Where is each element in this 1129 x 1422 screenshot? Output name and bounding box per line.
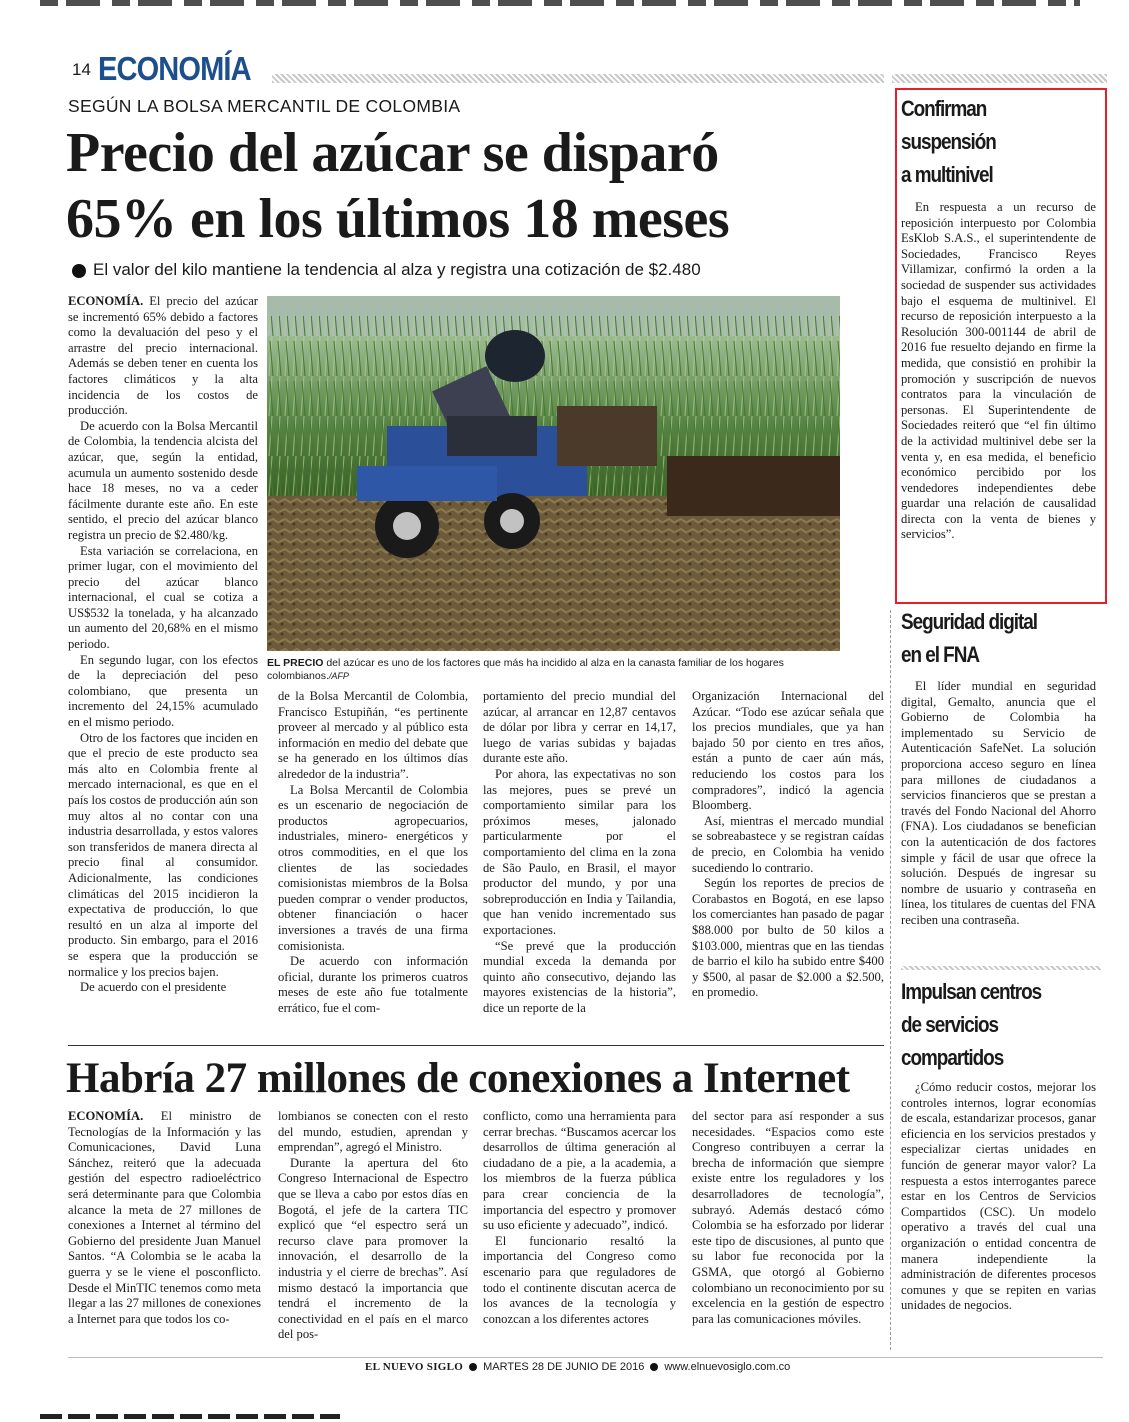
scan-artifact-top — [40, 0, 1080, 6]
brief-title-line: a multinivel — [901, 162, 993, 187]
paragraph: del sector para así responder a sus necesidades. “Espacios como este Congreso contribuyen a cerrar la brecha de información que siempre existe entre los reguladores y los desarrolladores de tecnología”, subrayó. Además destacó cómo Colombia se ha esforzado por liderar este tipo de discusiones, al punto que su labor fue reconocida por la GSMA, que otorgó al Gobierno colombiano un reconocimiento por su excelencia en la gestión de espectro para las comunicaciones móviles. — [692, 1109, 884, 1326]
brief-title-line: compartidos — [901, 1045, 1004, 1070]
footer-date: MARTES 28 DE JUNIO DE 2016 — [483, 1361, 645, 1373]
paragraph: portamiento del precio mundial del azúcar, al arrancar en 12,87 centavos de dólar por libra y cerrar en 14,17, luego de varias subidas y bajadas durante este año. — [483, 689, 676, 766]
brief-seguridad-digital — [901, 605, 1096, 929]
paragraph: De acuerdo con el presidente — [80, 980, 227, 995]
article-deck: El valor del kilo mantiene la tendencia al alza y registra una cotización de $2.480 — [93, 260, 701, 279]
article-headline-line2: 65% en los últimos 18 meses — [66, 188, 730, 250]
brief-centros-servicios — [901, 975, 1096, 1314]
paragraph: Según los reportes de precios de Corabastos en Bogotá, en ese lapso los comerciantes han pasado de pagar $88.000 por bulto de 50 kilos a $103.000, mientras que en las tiendas de barrio el kilo ha subido entre $400 y $500, al pasar de $2.000 a $2.500, en promedio. — [692, 876, 884, 1000]
scan-artifact-bottom — [40, 1414, 340, 1419]
bullet-icon — [469, 1363, 477, 1371]
brief-title-line: Impulsan centros — [901, 979, 1042, 1004]
article1-column-3 — [483, 689, 676, 1016]
article1-column-2 — [278, 689, 468, 1016]
brief-divider — [901, 966, 1101, 970]
footer-url[interactable]: www.elnuevosiglo.com.co — [664, 1361, 791, 1373]
brief-title-line: en el FNA — [901, 642, 979, 667]
paragraph: conflicto, como una herramienta para cerrar brechas. “Buscamos acercar los desarrollos de última generación al ciudadano de a pie, a la academia, a los miembros de la fuerza pública para crear conciencia de la importancia del espectro y promover su uso eficiente y adecuado”, indicó. — [483, 1109, 676, 1233]
paragraph: Otro de los factores que inciden en que el precio de este producto sea más alto en Colombia frente al mercado internacional, es que en el país los costos de producción aún son muy altos al no contar con una industria desarrollada, y estos valores son transferidos de manera directa al precio final al consumidor. Adicionalmente, las condiciones climáticas del 2015 incidieron la expectativa de producción, lo que resultó en un alza al importe del producto. Sin embargo, para el 2016 se espera que la producción se normalice y los precios bajen. — [68, 730, 258, 979]
article1-column-4 — [692, 689, 884, 1001]
caption-text: del azúcar es uno de los factores que más ha incidido al alza en la canasta familiar de los hogares colombianos. — [267, 657, 784, 682]
article-kicker: SEGÚN LA BOLSA MERCANTIL DE COLOMBIA — [68, 96, 461, 116]
bullet-icon — [650, 1363, 658, 1371]
bullet-icon — [72, 264, 86, 278]
sugarcane-harvester-illustration — [267, 296, 840, 651]
brief-text: El líder mundial en seguridad digital, Gemalto, anuncia que el Gobierno de Colombia ha implementado su Servicio de Autenticación SafeNet. La solución proporciona acceso seguro en línea para millones de ciudadanos a servicios financieros que se prestan a través del Fondo Nacional del Ahorro (FNA). Los ciudadanos se benefician con la autenticación de dos factores simple y fácil de usar que ofrece la solución. Después de ingresar su nombre de usuario y contraseña en línea, los titulares de cuentas del FNA reciben una contraseña. — [901, 679, 1096, 927]
footer-rule — [68, 1357, 1103, 1358]
paragraph: Esta variación se correlaciona, en primer lugar, con el movimiento del precio del azúcar blanco internacional, el cual se cotiza a US$532 la tonelada, y ha alcanzado un aumento del 20,68% en el mismo periodo. — [68, 543, 258, 652]
page-number: 14 — [72, 60, 91, 79]
brief-text: En respuesta a un recurso de reposición interpuesto por Colombia EsKlob S.A.S., el superintendente de Sociedades, Francisco Reyes Villamizar, confirmó la orden a la sociedad de suspender sus actividades bajo el esquema de multinivel. El recurso de reposición interpuesto a la Resolución 300-001144 de abril de 2016 fue resuelto dejando en firme la medida, que consistió en prohibir la promoción y suscripción de nuevos contratos para la vinculación de personas. El Superintendente de Sociedades reiteró que “el fin último de la actividad multinivel debe ser la venta y, en esa medida, el beneficio económico percibido por los vendedores independientes debe guardar una relación de causalidad directa con la venta de bienes y servicios”. — [901, 200, 1096, 542]
brief-title-line: Seguridad digital — [901, 609, 1037, 634]
article2-headline: Habría 27 millones de conexiones a Internet — [66, 1055, 850, 1102]
article2-column-3 — [483, 1109, 676, 1327]
article2-column-2 — [278, 1109, 468, 1343]
lead-word: ECONOMÍA. — [68, 294, 144, 308]
article-headline-line1: Precio del azúcar se disparó — [66, 122, 719, 184]
caption-lead: EL PRECIO — [267, 657, 324, 669]
photo-credit: /AFP — [328, 671, 349, 681]
paragraph: El ministro de Tecnologías de la Información y las Comunicaciones, David Luna Sánchez, reiteró que la adecuada gestión del espectro radioeléctrico será determinante para que Colombia alcance la meta de 27 millones de conexiones a Internet al término del Gobierno del presidente Juan Manuel Santos. “A Colombia se le acaba la guerra y se le viene el posconflicto. Desde el MinTIC tenemos como meta llegar a las 27 millones de conexiones a Internet para que todos los co- — [68, 1109, 261, 1326]
paragraph: El funcionario resaltó la importancia del Congreso como escenario para que reguladores de todo el continente discutan acerca de los avances de la tecnología y conozcan a los diferentes actores — [483, 1233, 676, 1326]
header-rule-right — [892, 74, 1107, 83]
news-photo — [267, 296, 840, 651]
footer-brand: EL NUEVO SIGLO — [365, 1361, 464, 1373]
lead-word: ECONOMÍA. — [68, 1109, 144, 1123]
paragraph: Así, mientras el mercado mundial se sobreabastece y se registran caídas de precio, en Colombia ha venido sucediendo lo contrario. — [692, 813, 884, 875]
brief-title-line: Confirman — [901, 96, 987, 121]
section-title: ECONOMÍA — [98, 50, 251, 87]
footer — [365, 1361, 790, 1373]
paragraph: El precio del azúcar se incrementó 65% debido a factores como la devaluación del peso y el arrastre del precio internacional. Además se deben tener en cuenta los factores climáticos y la alta incidencia de los costos de producción. — [68, 294, 258, 418]
article-divider — [68, 1045, 884, 1046]
article2-column-1 — [68, 1109, 261, 1327]
paragraph: De acuerdo con la Bolsa Mercantil de Colombia, la tendencia alcista del azúcar, que, según la entidad, acumula un aumento sostenido desde hace 18 meses, no va a ceder fácilmente durante este año. En este sentido, el precio del azúcar blanco registra un precio de $2.480/kg. — [68, 418, 258, 542]
brief-title-line: suspensión — [901, 129, 996, 154]
column-rule — [890, 610, 892, 1350]
header-rule — [272, 74, 884, 83]
paragraph: Durante la apertura del 6to Congreso Internacional de Espectro que se lleva a cabo por estos días en Bogotá, el jefe de la cartera TIC explicó que “el espectro será un recurso clave para promover la innovación, el desarrollo de la industria y el cierre de brechas”. Así mismo destacó la importancia que tendrá el incremento de la conectividad en el país en el marco del pos- — [278, 1155, 468, 1342]
photo-caption — [267, 657, 840, 683]
brief-text: ¿Cómo reducir costos, mejorar los controles internos, lograr economías de escala, estandarizar procesos, ganar eficiencia en los servicios prestados y especializar ciertas unidades en función de generar mayor valor? La respuesta a estos interrogantes parece estar en los Centros de Servicios Compartidos (CSC). Un modelo operativo a través del cual una organización o entidad concentra de manera independiente la administración de diferentes procesos comunes y que se repiten en varias unidades de negocios. — [901, 1080, 1096, 1313]
paragraph: “Se prevé que la producción mundial exceda la demanda por quinto año consecutivo, dejando las mayores existencias de la historia”, dice un reporte de la — [483, 938, 676, 1015]
paragraph: La Bolsa Mercantil de Colombia es un escenario de negociación de productos agropecuarios, industriales, minero- energéticos y otros commodities, en el que los clientes de las sociedades comisionistas miembros de la Bolsa pueden comprar o vender productos, obtener financiación o hacer inversiones a través de una firma comisionista. — [278, 782, 468, 953]
paragraph: De acuerdo con información oficial, durante los primeros cuatros meses de este año fue totalmente errático, fue el com- — [278, 954, 468, 1015]
paragraph: Por ahora, las expectativas no son las mejores, pues se prevé un comportamiento similar para los próximos meses, jalonado particularmente por el comportamiento del clima en la zona de São Paulo, en Brasil, el mayor productor del mundo, y por una sobreproducción en India y Tailandia, que han venido incrementado sus exportaciones. — [483, 766, 676, 937]
brief-multinivel — [901, 92, 1096, 543]
paragraph: En segundo lugar, con los efectos de la depreciación del peso colombiano, que presenta un incremento del 24,15% acumulado en el mismo periodo. — [68, 652, 258, 730]
article2-column-4 — [692, 1109, 884, 1327]
article1-column-1 — [68, 294, 258, 996]
paragraph: lombianos se conecten con el resto del mundo, estudien, aprendan y emprendan”, agregó el Ministro. — [278, 1109, 468, 1155]
paragraph: de la Bolsa Mercantil de Colombia, Francisco Estupiñán, “es pertinente proveer al mercado y al público esta información en medio del debate que se ha generado en los últimos días alrededor de la industria”. — [278, 689, 468, 781]
paragraph: Organización Internacional del Azúcar. “Todo ese azúcar señala que los precios mundiales, que ya han bajado 50 por ciento en tres años, están a punto de caer aún más, reduciendo los costos para los compradores”, indicó la agencia Bloomberg. — [692, 689, 884, 813]
brief-title-line: de servicios — [901, 1012, 999, 1037]
